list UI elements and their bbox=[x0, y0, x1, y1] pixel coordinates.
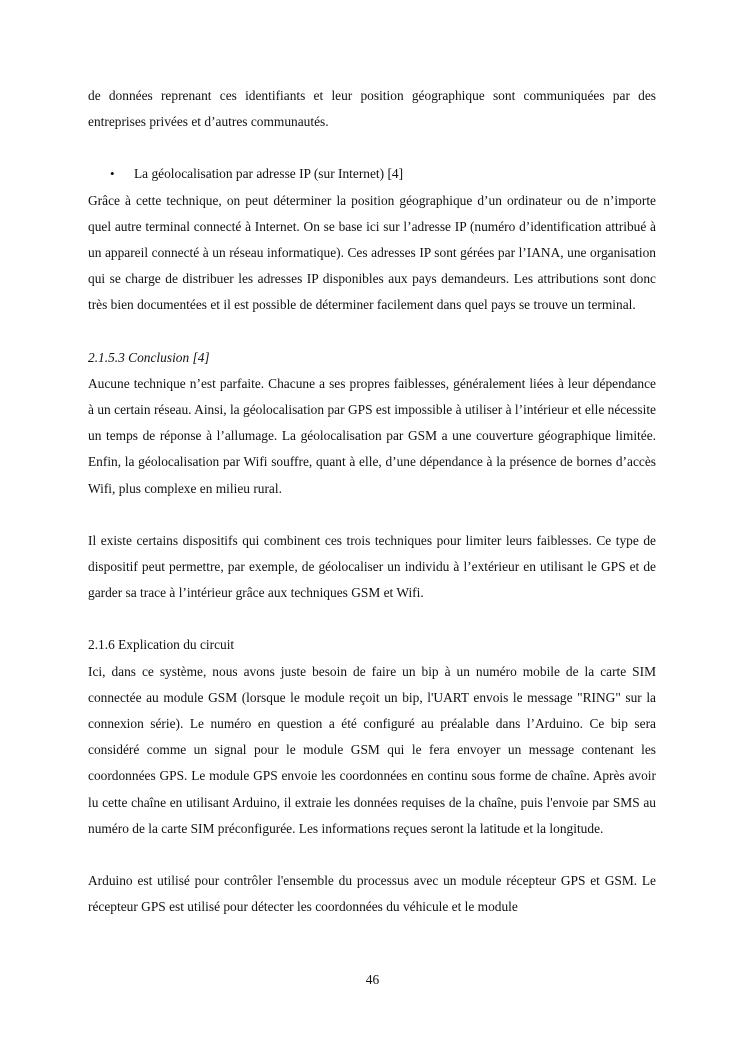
document-page bbox=[88, 83, 656, 920]
paragraph-arduino: Arduino est utilisé pour contrôler l'ensemble du processus avec un module récepteur GPS et GSM. Le récepteur GPS est utilisé pour détecter les coordonnées du véhicule et le module bbox=[88, 873, 656, 915]
page-number: 46 bbox=[365, 972, 380, 987]
heading-circuit-explanation: 2.1.6 Explication du circuit bbox=[88, 637, 235, 653]
bullet-icon: • bbox=[110, 166, 115, 182]
paragraph-conclusion: Aucune technique n’est parfaite. Chacune a ses propres faiblesses, généralement liées à leur dépendance à un certain réseau. Ainsi, la géolocalisation par GPS est impossible à utiliser à l’intérieur et elle nécessite un temps de réponse à l’allumage. La géolocalisation par GSM a une couverture géographique limitée. Enfin, la géolocalisation par Wifi souffre, quant à elle, d’une dépendance à la présence de bornes d’accès Wifi, plus complexe en milieu rural. bbox=[88, 375, 656, 496]
bullet-ip-geolocation bbox=[88, 161, 656, 187]
paragraph-data-sources: de données reprenant ces identifiants et leur position géographique sont communiquées par des entreprises privées et d’autres communautés. bbox=[88, 88, 656, 130]
paragraph-combined-devices: Il existe certains dispositifs qui combinent ces trois techniques pour limiter leurs faiblesses. Ce type de dispositif peut permettre, par exemple, de géolocaliser un individu à l’extérieur en utilisant le GPS et de garder sa trace à l’intérieur grâce aux techniques GSM et Wifi. bbox=[88, 532, 656, 601]
bullet-ip-label: La géolocalisation par adresse IP (sur Internet) [4] bbox=[134, 166, 404, 182]
paragraph-ip-technique: Grâce à cette technique, on peut déterminer la position géographique d’un ordinateur ou de n’importe quel autre terminal connecté à Internet. On se base ici sur l’adresse IP (numéro d’identification attribué à un appareil connecté à un réseau informatique). Ces adresses IP sont gérées par l’IANA, une organisation qui se charge de distribuer les adresses IP disponibles aux pays demandeurs. Les attributions sont donc très bien documentées et il est possible de déterminer facilement dans quel pays se trouve un terminal. bbox=[88, 192, 656, 313]
heading-conclusion: 2.1.5.3 Conclusion [4] bbox=[88, 349, 210, 365]
paragraph-circuit: Ici, dans ce système, nous avons juste besoin de faire un bip à un numéro mobile de la carte SIM connectée au module GSM (lorsque le module reçoit un bip, l'UART envois le message "RING" sur la connexion série). Le numéro en question a été configuré au préalable dans l’Arduino. Ce bip sera considéré comme un signal pour le module GSM qui le fera envoyer un message contenant les coordonnées GPS. Le module GPS envoie les coordonnées en continu sous forme de chaîne. Après avoir lu cette chaîne en utilisant Arduino, il extraie les données requises de la chaîne, puis l'envoie par SMS au numéro de la carte SIM préconfigurée. Les informations reçues seront la latitude et la longitude. bbox=[88, 663, 656, 836]
